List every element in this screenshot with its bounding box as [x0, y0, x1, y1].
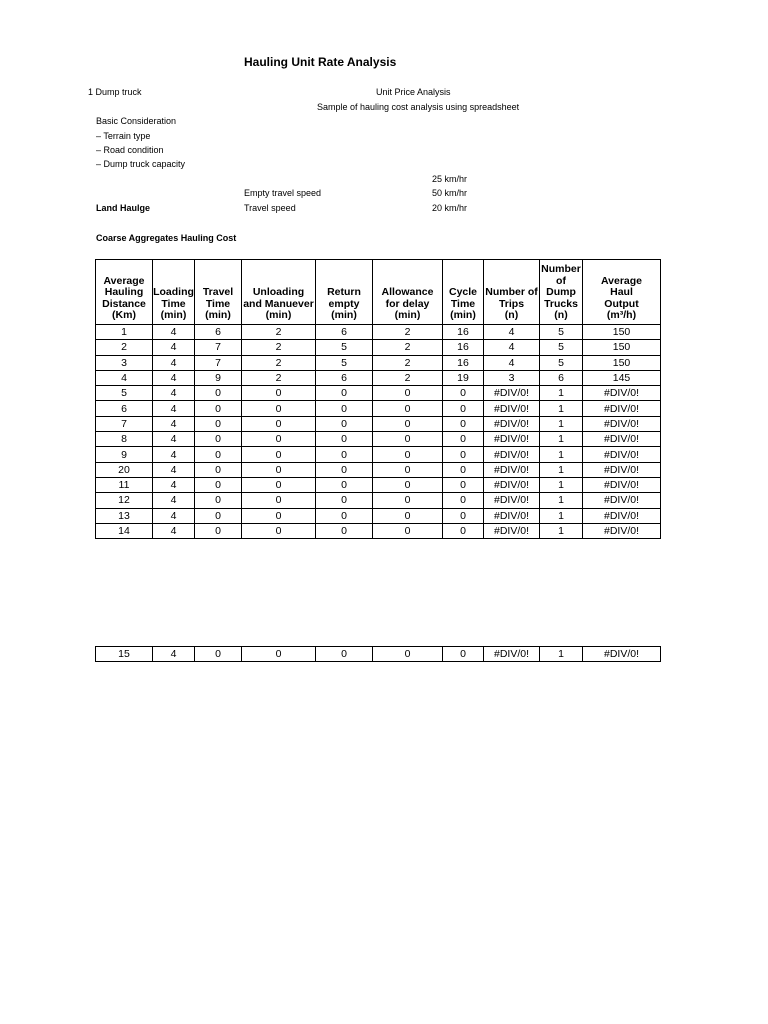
table-cell: 4 — [153, 508, 195, 523]
table-cell: #DIV/0! — [583, 523, 661, 538]
table-cell: #DIV/0! — [583, 508, 661, 523]
table-cell: 0 — [242, 477, 316, 492]
table-row — [96, 493, 661, 508]
table-cell: 4 — [153, 447, 195, 462]
section-title: Coarse Aggregates Hauling Cost — [96, 233, 237, 243]
table-cell: 0 — [195, 401, 242, 416]
table-cell: 1 — [540, 508, 583, 523]
table-cell: #DIV/0! — [484, 401, 540, 416]
table-cell: #DIV/0! — [484, 493, 540, 508]
table-cell: 0 — [316, 647, 373, 662]
table-cell: 5 — [316, 355, 373, 370]
table-cell: 0 — [242, 401, 316, 416]
table-cell: #DIV/0! — [484, 508, 540, 523]
table-cell: 6 — [195, 325, 242, 340]
travel-speed-value: 20 km/hr — [432, 203, 468, 213]
table-cell: 2 — [242, 340, 316, 355]
table-cell: 150 — [583, 340, 661, 355]
table-cell: 1 — [540, 477, 583, 492]
empty-travel-speed-label: Empty travel speed — [244, 188, 322, 198]
table-cell: 14 — [96, 523, 153, 538]
table-cell: 0 — [195, 447, 242, 462]
table-cell: 1 — [540, 447, 583, 462]
column-header — [96, 260, 153, 325]
consideration-capacity: – Dump truck capacity — [96, 159, 186, 169]
travel-speed-label: Travel speed — [244, 203, 296, 213]
column-header-line: (n) — [554, 309, 568, 322]
column-header-line: Time — [450, 297, 476, 310]
column-header-line: (m³/h) — [606, 309, 637, 322]
table-cell: 0 — [242, 432, 316, 447]
table-cell: 4 — [153, 340, 195, 355]
column-header-line: Return — [327, 286, 361, 299]
hauling-cost-table — [95, 259, 661, 539]
column-header-line: (min) — [160, 309, 187, 322]
table-cell: 0 — [195, 416, 242, 431]
table-cell: 0 — [316, 401, 373, 416]
table-cell: 0 — [242, 493, 316, 508]
table-cell: 6 — [540, 370, 583, 385]
table-cell: 3 — [96, 355, 153, 370]
table-cell: 9 — [96, 447, 153, 462]
table-cell: 0 — [373, 493, 443, 508]
column-header-line: and Manuever — [243, 297, 314, 310]
table-cell: #DIV/0! — [484, 477, 540, 492]
table-cell: 0 — [316, 432, 373, 447]
table-cell: 0 — [242, 386, 316, 401]
table-cell: 16 — [443, 325, 484, 340]
table-cell: 0 — [195, 462, 242, 477]
table-cell: #DIV/0! — [484, 416, 540, 431]
table-cell: #DIV/0! — [484, 647, 540, 662]
column-header-line: (min) — [205, 309, 231, 322]
table-cell: 0 — [443, 447, 484, 462]
table-cell: 0 — [242, 647, 316, 662]
table-cell: 4 — [153, 325, 195, 340]
column-header-line: Unloading — [252, 286, 305, 299]
column-header-line: Number — [541, 263, 581, 276]
table-cell: #DIV/0! — [583, 647, 661, 662]
table-cell: 16 — [443, 340, 484, 355]
table-cell: 0 — [195, 523, 242, 538]
table-row — [96, 386, 661, 401]
table-cell: 5 — [540, 340, 583, 355]
table-cell: 0 — [443, 647, 484, 662]
column-header — [242, 260, 316, 325]
consideration-terrain: – Terrain type — [96, 131, 151, 141]
table-cell: 0 — [316, 508, 373, 523]
table-cell: 7 — [195, 355, 242, 370]
table-cell: 6 — [316, 325, 373, 340]
table-cell: #DIV/0! — [583, 493, 661, 508]
table-cell: 4 — [153, 432, 195, 447]
table-cell: #DIV/0! — [583, 386, 661, 401]
table-cell: 0 — [373, 462, 443, 477]
table-cell: 0 — [242, 416, 316, 431]
table-row — [96, 416, 661, 431]
column-header — [484, 260, 540, 325]
table-body — [96, 325, 661, 539]
table-row — [96, 523, 661, 538]
table-cell: 0 — [443, 493, 484, 508]
table-cell: 8 — [96, 432, 153, 447]
column-header-line: (min) — [265, 309, 292, 322]
table-cell: 0 — [443, 432, 484, 447]
table-cell: #DIV/0! — [484, 523, 540, 538]
table-cell: 1 — [540, 462, 583, 477]
table-cell: 0 — [242, 508, 316, 523]
table-cell: 4 — [153, 401, 195, 416]
table-row — [96, 432, 661, 447]
column-header-line: Average — [600, 274, 643, 287]
table-cell: 4 — [153, 370, 195, 385]
table-cell: 0 — [373, 447, 443, 462]
table-row — [96, 462, 661, 477]
table-cell: #DIV/0! — [583, 462, 661, 477]
column-header-line: (n) — [504, 309, 519, 322]
table-cell: #DIV/0! — [484, 386, 540, 401]
table-cell: 0 — [443, 416, 484, 431]
column-header-line: Allowance — [381, 286, 434, 299]
table-cell: 2 — [242, 370, 316, 385]
table-cell: 1 — [540, 647, 583, 662]
sample-label: Sample of hauling cost analysis using spreadsheet — [317, 102, 520, 112]
table-cell: 4 — [484, 325, 540, 340]
table-cell: 1 — [540, 401, 583, 416]
table-cell: 0 — [373, 401, 443, 416]
column-header-line: Hauling — [104, 286, 144, 299]
table-cell: 4 — [484, 355, 540, 370]
table-cell: 1 — [540, 493, 583, 508]
table-cell: 0 — [443, 386, 484, 401]
column-header — [583, 260, 661, 325]
column-header — [373, 260, 443, 325]
table-row — [96, 401, 661, 416]
consideration-road: – Road condition — [96, 145, 164, 155]
table-cell: 0 — [195, 432, 242, 447]
table-cell: 2 — [373, 325, 443, 340]
table-cell: 2 — [242, 355, 316, 370]
table-cell: #DIV/0! — [583, 477, 661, 492]
column-header-line: of Dump — [546, 274, 576, 299]
table-cell: 2 — [373, 355, 443, 370]
table-cell: 13 — [96, 508, 153, 523]
column-header-line: Average — [103, 274, 145, 287]
table-cell: 0 — [443, 508, 484, 523]
table-cell: 0 — [373, 416, 443, 431]
table-cell: 6 — [96, 401, 153, 416]
table-cell: 4 — [153, 647, 195, 662]
table-cell: 0 — [316, 386, 373, 401]
table-cell: 4 — [153, 416, 195, 431]
table-cell: 12 — [96, 493, 153, 508]
column-header-line: (Km) — [112, 309, 136, 322]
column-header-line: Number of — [485, 286, 538, 299]
table-cell: 2 — [96, 340, 153, 355]
column-header-line: (min) — [331, 309, 357, 322]
table-cell: #DIV/0! — [583, 447, 661, 462]
table-cell: 0 — [443, 401, 484, 416]
table-cell: 0 — [373, 523, 443, 538]
table-cell: 4 — [96, 370, 153, 385]
table-cell: #DIV/0! — [484, 462, 540, 477]
table-cell: 0 — [316, 523, 373, 538]
column-header-line: (min) — [450, 309, 476, 322]
table-cell: 0 — [316, 477, 373, 492]
table-cell: 1 — [540, 523, 583, 538]
table-cell: 150 — [583, 355, 661, 370]
table-cell: 1 — [540, 386, 583, 401]
table-cell: 0 — [373, 647, 443, 662]
table-row — [96, 355, 661, 370]
table-cell: 0 — [242, 523, 316, 538]
empty-travel-speed-value: 50 km/hr — [432, 188, 468, 198]
table-row — [96, 647, 661, 662]
column-header-line: (min) — [394, 309, 421, 322]
table-cell: 7 — [96, 416, 153, 431]
table-cell: 4 — [153, 523, 195, 538]
table-cell: 0 — [195, 647, 242, 662]
basic-consideration-heading: Basic Consideration — [96, 116, 177, 126]
table-cell: 0 — [373, 508, 443, 523]
column-header-line: Haul — [610, 286, 633, 299]
table-row — [96, 370, 661, 385]
table-row — [96, 477, 661, 492]
table-cell: 0 — [443, 477, 484, 492]
column-header-line: Time — [205, 297, 231, 310]
table-cell: 5 — [540, 325, 583, 340]
land-haulge-label: Land Haulge — [96, 203, 151, 213]
table-cell: 1 — [96, 325, 153, 340]
column-header-line: Travel — [202, 286, 234, 299]
page-title: Hauling Unit Rate Analysis — [244, 55, 397, 69]
table-cell: 15 — [96, 647, 153, 662]
table-cell: 19 — [443, 370, 484, 385]
table-cell: 4 — [153, 493, 195, 508]
table-cell: 0 — [316, 416, 373, 431]
column-header-line: empty — [328, 297, 360, 310]
table-cell: 20 — [96, 462, 153, 477]
table-cell: 0 — [195, 493, 242, 508]
table-row — [96, 325, 661, 340]
table-cell: 2 — [242, 325, 316, 340]
table-cell: 0 — [373, 386, 443, 401]
table-cell: 0 — [242, 462, 316, 477]
speed-value-1: 25 km/hr — [432, 174, 468, 184]
column-header — [195, 260, 242, 325]
column-header-line: Output — [604, 297, 639, 310]
unit-price-label: Unit Price Analysis — [376, 87, 451, 97]
item-label: 1 Dump truck — [88, 87, 142, 97]
table-row — [96, 447, 661, 462]
table-cell: 150 — [583, 325, 661, 340]
table-cell: 5 — [540, 355, 583, 370]
table-cell: 3 — [484, 370, 540, 385]
table-cell: #DIV/0! — [484, 432, 540, 447]
column-header — [540, 260, 583, 325]
column-header-line: Trips — [498, 297, 525, 310]
table-header-row — [96, 260, 661, 325]
table-cell: 1 — [540, 432, 583, 447]
column-header-line: for delay — [385, 297, 430, 310]
table-cell: 2 — [373, 370, 443, 385]
table-cell: #DIV/0! — [583, 432, 661, 447]
table-cell: #DIV/0! — [583, 401, 661, 416]
table-cell: 145 — [583, 370, 661, 385]
table-cell: 0 — [316, 447, 373, 462]
column-header-line: Time — [161, 297, 186, 310]
table-cell: 9 — [195, 370, 242, 385]
table-cell: 11 — [96, 477, 153, 492]
table-cell: 4 — [153, 355, 195, 370]
column-header-line: Loading — [153, 286, 194, 299]
table-cell: 4 — [153, 462, 195, 477]
table-cell: 0 — [195, 477, 242, 492]
table-cell: 0 — [195, 386, 242, 401]
table-cell: 0 — [195, 508, 242, 523]
table-cell: 0 — [443, 462, 484, 477]
table-cell: 0 — [373, 477, 443, 492]
table-cell: 16 — [443, 355, 484, 370]
column-header-line: Trucks — [544, 297, 578, 310]
table-cell: 7 — [195, 340, 242, 355]
column-header-line: Cycle — [448, 286, 478, 299]
column-header — [316, 260, 373, 325]
table-cell: 4 — [153, 386, 195, 401]
table-cell: 2 — [373, 340, 443, 355]
table-cell: 0 — [242, 447, 316, 462]
table-cell: 6 — [316, 370, 373, 385]
hauling-cost-extra-row — [95, 646, 661, 662]
table-cell: 5 — [96, 386, 153, 401]
table-cell: 4 — [484, 340, 540, 355]
table-cell: #DIV/0! — [583, 416, 661, 431]
table-cell: 0 — [373, 432, 443, 447]
table-row — [96, 340, 661, 355]
table-cell: 0 — [316, 462, 373, 477]
table-cell: 4 — [153, 477, 195, 492]
table-cell: #DIV/0! — [484, 447, 540, 462]
column-header-line: Distance — [102, 297, 146, 310]
column-header — [443, 260, 484, 325]
column-header — [153, 260, 195, 325]
table-cell: 0 — [316, 493, 373, 508]
table-row — [96, 508, 661, 523]
table-cell: 0 — [443, 523, 484, 538]
table-cell: 5 — [316, 340, 373, 355]
table-cell: 1 — [540, 416, 583, 431]
